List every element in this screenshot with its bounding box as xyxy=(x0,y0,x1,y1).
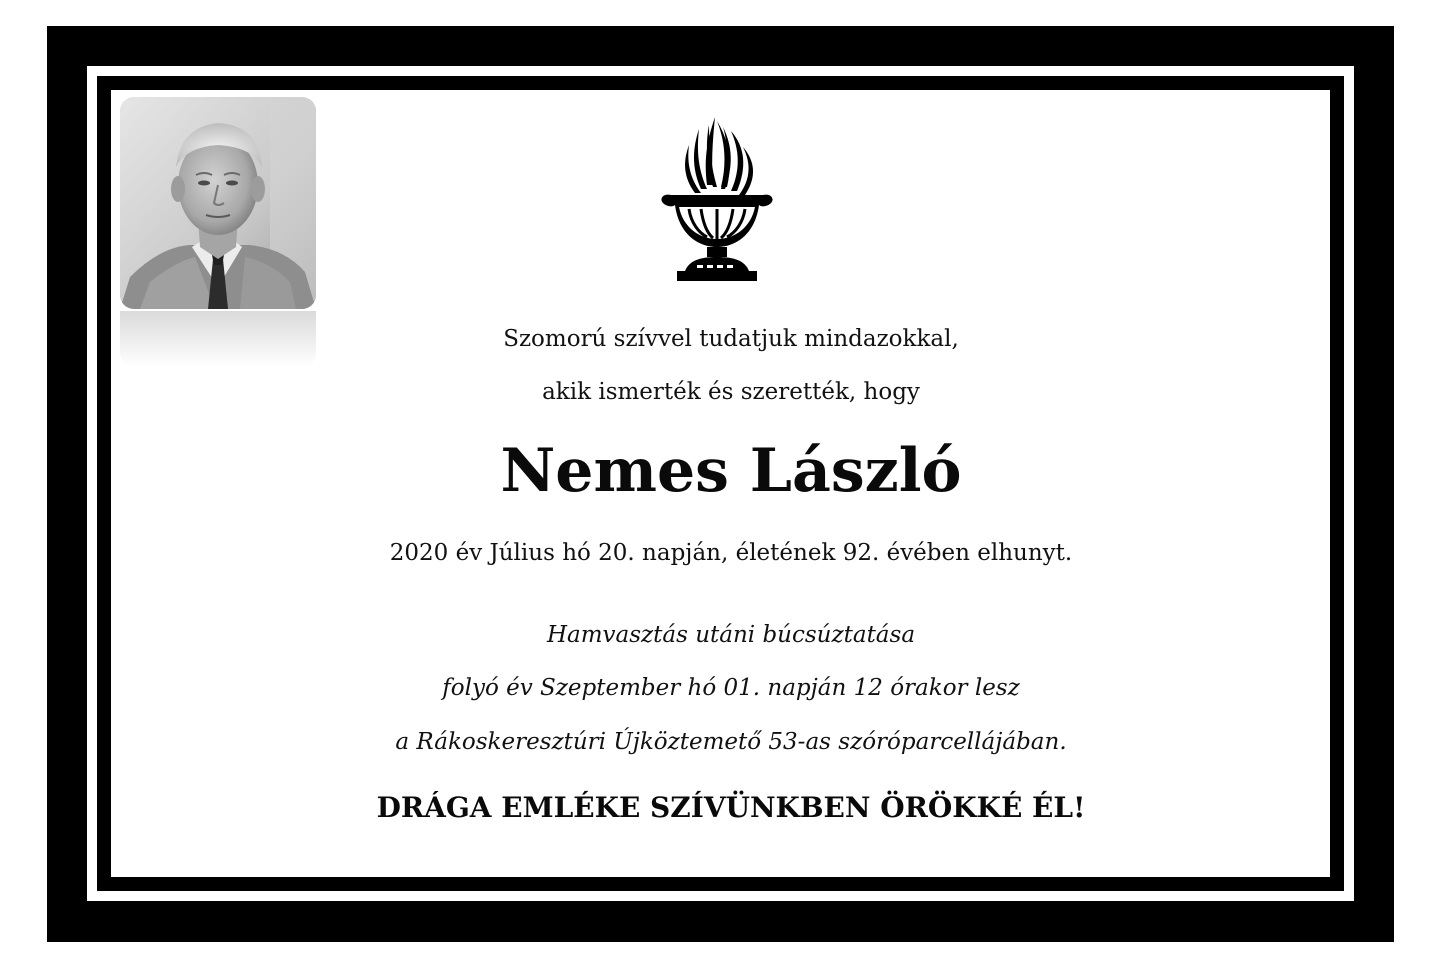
portrait-photo xyxy=(120,97,316,309)
closing-message: DRÁGA EMLÉKE SZÍVÜNKBEN ÖRÖKKÉ ÉL! xyxy=(376,791,1086,824)
flaming-urn-icon xyxy=(655,115,779,285)
deceased-name: Nemes László xyxy=(500,436,962,506)
ceremony-line-1: Hamvasztás utáni búcsúztatása xyxy=(546,622,916,648)
ceremony-line-2: folyó év Szeptember hó 01. napján 12 órakor lesz xyxy=(442,675,1020,701)
death-date-line: 2020 év Július hó 20. napján, életének 92. évében elhunyt. xyxy=(389,540,1073,566)
intro-line-2: akik ismerték és szerették, hogy xyxy=(542,379,920,405)
portrait-illustration xyxy=(120,97,316,309)
intro-line-1: Szomorú szívvel tudatjuk mindazokkal, xyxy=(503,326,959,352)
ceremony-line-3: a Rákoskeresztúri Újköztemető 53-as szóróparcellájában. xyxy=(395,729,1067,755)
